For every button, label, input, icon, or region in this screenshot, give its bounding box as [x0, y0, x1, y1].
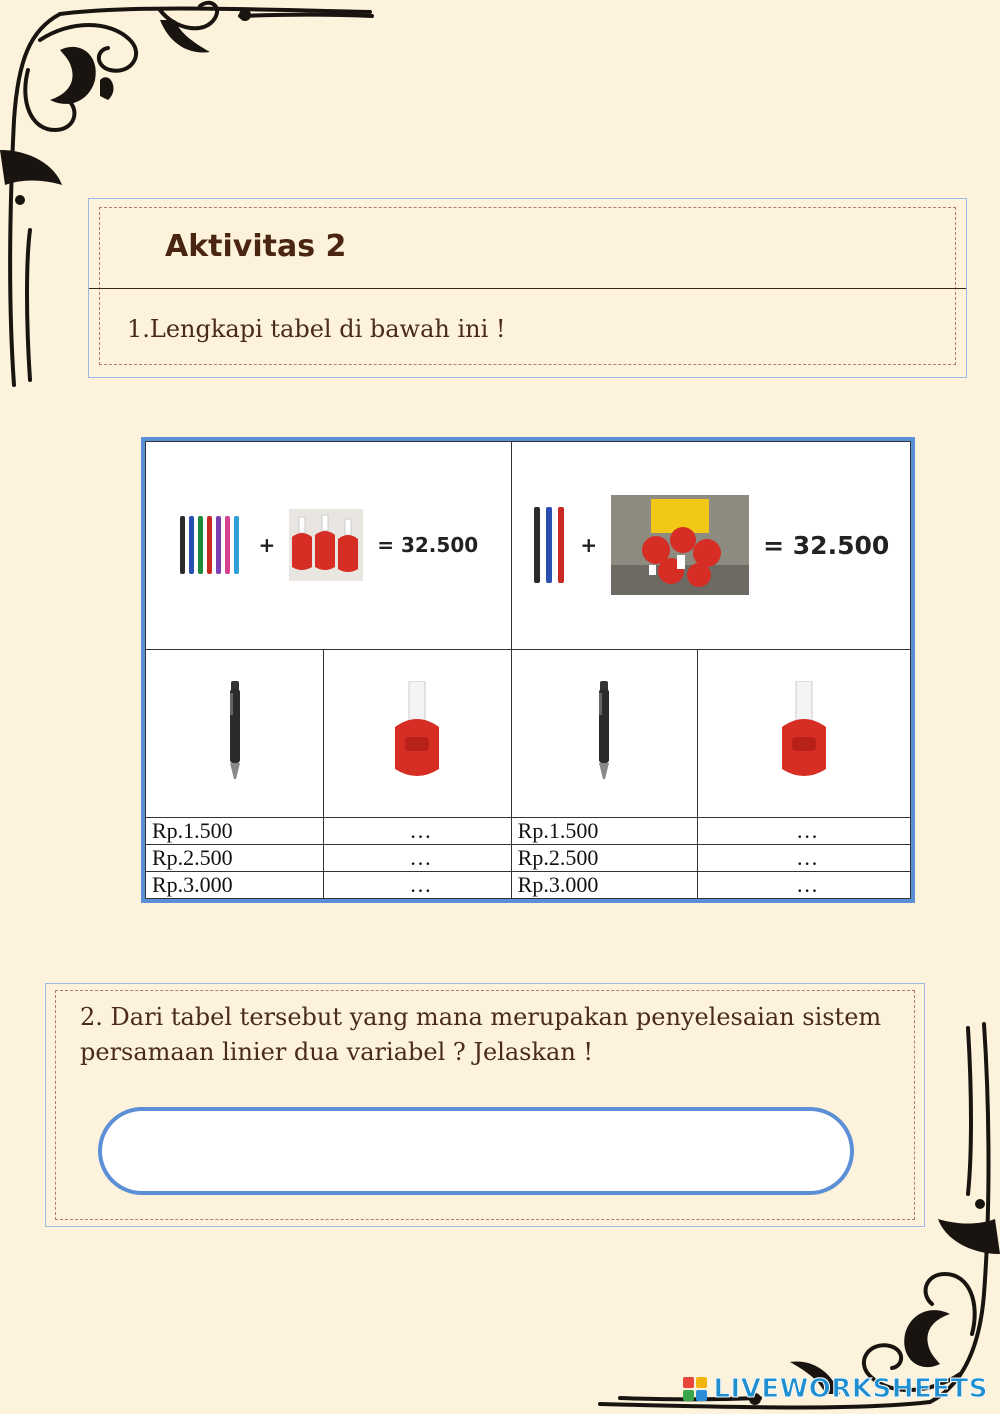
activity-divider [89, 288, 966, 289]
pen-price-cell: Rp.2.500 [146, 844, 324, 871]
pens-set-of-seven-icon [178, 514, 244, 576]
blank-answer-cell[interactable]: … [698, 871, 911, 898]
left-equation-cell [146, 442, 512, 650]
logo-blocks-icon [683, 1377, 707, 1401]
correction-fluid-image-cell-2 [698, 649, 911, 817]
correction-fluid-three-bottles-icon [289, 509, 363, 581]
question-2-text: 2. Dari tabel tersebut yang mana merupakan penyelesaian sistem persamaan linier dua variabel ? Jelaskan ! [80, 1003, 882, 1066]
right-plus-sign: + [580, 533, 598, 558]
table-row [146, 871, 911, 898]
price-table-frame [141, 437, 915, 903]
pen-icon [227, 681, 243, 781]
correction-tape-pile-icon [611, 495, 749, 595]
pen-image-cell-2 [511, 649, 698, 817]
left-plus-sign: + [258, 533, 276, 558]
pen-price-cell: Rp.2.500 [511, 844, 698, 871]
table-row [146, 817, 911, 844]
right-equation-cell [511, 442, 910, 650]
item-image-row [146, 649, 911, 817]
answer-input[interactable] [98, 1107, 854, 1195]
blank-answer-cell[interactable]: … [698, 817, 911, 844]
pens-set-of-three-icon [532, 505, 566, 585]
pen-image-cell-1 [146, 649, 324, 817]
correction-fluid-image-cell-1 [324, 649, 511, 817]
blank-answer-cell[interactable]: … [698, 844, 911, 871]
blank-answer-cell[interactable]: … [324, 871, 511, 898]
pen-price-cell: Rp.1.500 [511, 817, 698, 844]
blank-answer-cell[interactable]: … [324, 817, 511, 844]
pen-price-cell: Rp.3.000 [146, 871, 324, 898]
price-table [145, 441, 911, 899]
liveworksheets-logo[interactable] [683, 1374, 988, 1404]
activity-instruction: 1.Lengkapi tabel di bawah ini ! [127, 315, 506, 343]
activity-box [88, 198, 967, 378]
question-2-box [45, 983, 925, 1227]
right-equation-total: = 32.500 [763, 530, 890, 560]
table-row [146, 844, 911, 871]
activity-title: Aktivitas 2 [165, 229, 347, 264]
pen-price-cell: Rp.3.000 [511, 871, 698, 898]
logo-text: LIVEWORKSHEETS [713, 1374, 988, 1404]
pen-icon [596, 681, 612, 781]
pen-price-cell: Rp.1.500 [146, 817, 324, 844]
correction-fluid-icon [780, 681, 828, 781]
left-equation-total: = 32.500 [377, 533, 479, 558]
blank-answer-cell[interactable]: … [324, 844, 511, 871]
correction-fluid-icon [393, 681, 441, 781]
equation-row [146, 442, 911, 650]
